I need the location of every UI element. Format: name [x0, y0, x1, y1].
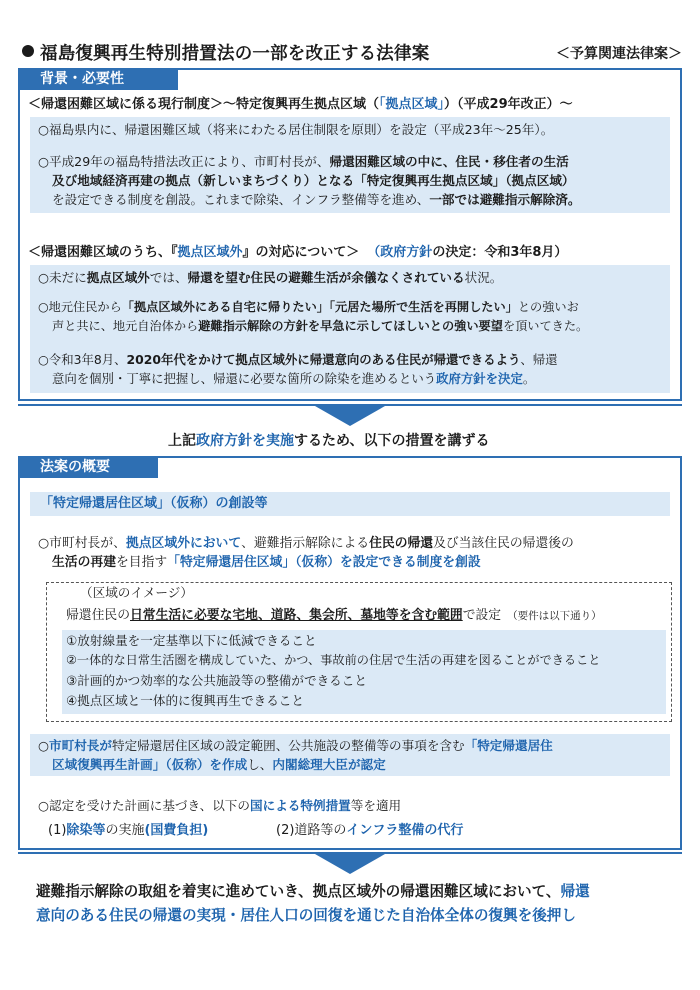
bullet-evacuation-life [38, 268, 502, 287]
text-segment-bold: 一部では避難指示解除済。 [429, 192, 581, 207]
measure-decontamination [48, 821, 208, 840]
recovery-plan-phrase: 区域復興再生計画」（仮称）を作成 [52, 757, 248, 772]
mayor-phrase: 市町村長が [49, 738, 112, 753]
text-segment: 、帰還 [520, 352, 558, 367]
text-segment: で設定 [462, 608, 502, 623]
bullet-recovery-plan-line1 [38, 736, 553, 755]
text-segment: の決定：令和3年8月） [432, 245, 568, 260]
text-segment: 。 [522, 371, 536, 386]
budget-related-tag: ＜予算関連法律案＞ [556, 46, 682, 62]
outside-base-heading [28, 243, 567, 262]
text-segment: （ [367, 245, 381, 260]
requirement-4: ④拠点区域と一体的に復興再生できること [66, 693, 304, 708]
text-segment: ○令和3年8月、 [38, 352, 127, 367]
down-arrow-icon [315, 854, 385, 874]
text-segment: ○地元住民から [38, 300, 122, 314]
text-segment: ○市町村長が、 [38, 536, 126, 551]
conclusion-line1 [36, 880, 590, 904]
bullet-2017-revision-line1 [38, 152, 569, 171]
title-bullet-icon [22, 45, 34, 57]
text-segment-bold: 住民の帰還 [369, 536, 434, 551]
text-segment-underlined: 日常生活に必要な宅地、道路、集会所、墓地等を含む範囲 [129, 608, 463, 623]
text-segment: ○平成29年の福島特措法改正により、市町村長が、 [38, 154, 330, 169]
text-segment-bold: 帰還を望む住民の避難生活が余儀なくされている [187, 270, 465, 285]
requirement-2: ②一体的な日常生活圏を構成していた、かつ、事故前の住居で生活の再建を図ることができること [66, 653, 601, 667]
text-segment: するため、以下の措置を講ずる [294, 433, 490, 449]
base-area-term: 「拠点区域」 [379, 97, 445, 112]
text-segment: 、避難指示解除による [241, 536, 370, 551]
text-segment: ○未だに [38, 270, 87, 285]
text-segment: (2)道路等の [276, 823, 347, 838]
zone-image-label: （区域のイメージ） [80, 585, 193, 600]
text-segment: の実施 [105, 823, 145, 838]
text-segment: し、 [247, 757, 273, 772]
government-policy-term: 政府方針 [380, 245, 433, 260]
bullet-recovery-plan-line2 [52, 755, 386, 774]
background-section-tab: 背景・必要性 [18, 68, 178, 90]
down-arrow-icon [315, 406, 385, 426]
document-title: 福島復興再生特別措置法の一部を改正する法律案 [40, 44, 430, 64]
outside-base-term: 拠点区域外 [177, 245, 243, 260]
requirements-note: （要件は以下通り） [507, 610, 602, 622]
infrastructure-phrase: インフラ整備の代行 [346, 823, 464, 838]
text-segment: を目指す [115, 555, 168, 570]
decontamination-phrase: 除染等 [66, 823, 106, 838]
text-segment: では、 [149, 270, 188, 285]
bullet-special-measures [38, 796, 401, 815]
text-segment: を頂いてきた。 [502, 319, 589, 333]
bullet-2017-revision-line2: 及び地域経済再建の拠点（新しいまちづくり）となる「特定復興再生拠点区域」（拠点区域） [52, 173, 575, 188]
policy-decided-term: 政府方針を決定 [436, 371, 523, 386]
text-segment: 』の対応について＞ [242, 245, 360, 260]
zone-image-description [66, 606, 602, 626]
bullet-2017-revision-line3 [52, 190, 580, 209]
text-segment-bold: 拠点区域外 [86, 270, 150, 285]
text-segment: 状況。 [464, 270, 503, 285]
recovery-plan-phrase: 「特定帰還居住 [464, 738, 553, 753]
text-segment: 声と共に、地元自治体から [52, 319, 199, 333]
conclusion-line2: 意向のある住民の帰還の実現・居住人口の回復を通じた自治体全体の復興を後押し [36, 907, 576, 924]
text-segment: 等を適用 [350, 798, 402, 813]
text-segment: 避難指示解除の取組を着実に進めていき、拠点区域外の帰還困難区域において、 [36, 883, 561, 900]
bullet-mayor-sets-zone-line1 [38, 534, 574, 553]
outside-base-phrase: 拠点区域外において [125, 536, 242, 551]
bullet-policy-decision-line2 [52, 369, 535, 388]
text-segment: との強いお [517, 300, 579, 314]
current-system-heading [28, 95, 573, 114]
text-segment: ○ [38, 738, 49, 753]
text-segment-bold: 避難指示解除の方針を早急に示してほしいとの強い要望 [198, 319, 503, 333]
text-segment: ○認定を受けた計画に基づき、以下の [38, 798, 250, 813]
bullet-policy-decision-line1 [38, 350, 558, 369]
new-system-phrase: 「特定帰還居住区域」（仮称）を設定できる制度を創設 [167, 555, 481, 570]
text-segment-bold: 生活の再建 [52, 555, 116, 570]
text-segment: 特定帰還居住区域の設定範囲、公共施設の整備等の事項を含む [111, 738, 465, 753]
pm-approval-phrase: 内閣総理大臣が認定 [272, 757, 386, 772]
requirement-3: ③計画的かつ効率的な公共施設等の整備ができること [66, 673, 367, 688]
text-segment: ＜帰還困難区域のうち、『 [28, 245, 178, 260]
text-segment: を設定できる制度を創設。これまで除染、インフラ整備等を進め、 [52, 192, 430, 207]
bill-outline-tab: 法案の概要 [18, 456, 158, 478]
text-segment-bold: 2020年代をかけて拠点区域外に帰還意向のある住民が帰還できるよう [126, 352, 521, 367]
text-segment: 意向を個別・丁寧に把握し、帰還に必要な箇所の除染を進めるという [52, 371, 437, 386]
measure-infrastructure [276, 821, 463, 840]
special-measures-phrase: 国による特例措置 [250, 798, 351, 813]
text-segment: 上記 [168, 433, 196, 449]
document-title-row [22, 40, 682, 66]
text-segment-bold: 「拠点区域外にある自宅に帰りたい」「元居た場所で生活を再開したい」 [121, 300, 518, 314]
text-segment-bold: 帰還困難区域の中に、住民・移住者の生活 [329, 154, 569, 169]
bullet-difficult-return-zone: ○福島県内に、帰還困難区域（将来にわたる居住制限を原則）を設定（平成23年～25年）。 [38, 122, 554, 137]
text-segment: 及び当該住民の帰還後の [433, 536, 574, 551]
requirement-1: ①放射線量を一定基準以下に低減できること [66, 633, 317, 648]
bullet-residents-voice-line2 [52, 317, 588, 336]
text-segment-blue: 帰還 [560, 883, 590, 900]
text-segment: (1) [48, 823, 67, 838]
state-burden-phrase: (国費負担) [144, 823, 209, 838]
current-system-heading-part: ＜帰還困難区域に係る現行制度＞～特定復興再生拠点区域（ [28, 97, 380, 112]
implement-policy-term: 政府方針を実施 [196, 433, 294, 449]
current-system-heading-part: ）（平成29年改正）～ [444, 97, 573, 112]
text-segment: 帰還住民の [66, 608, 130, 623]
bullet-residents-voice-line1 [38, 298, 579, 317]
bullet-mayor-sets-zone-line2 [52, 553, 481, 572]
measures-statement [168, 430, 489, 450]
new-zone-subheading: 「特定帰還居住区域」（仮称）の創設等 [30, 492, 670, 516]
